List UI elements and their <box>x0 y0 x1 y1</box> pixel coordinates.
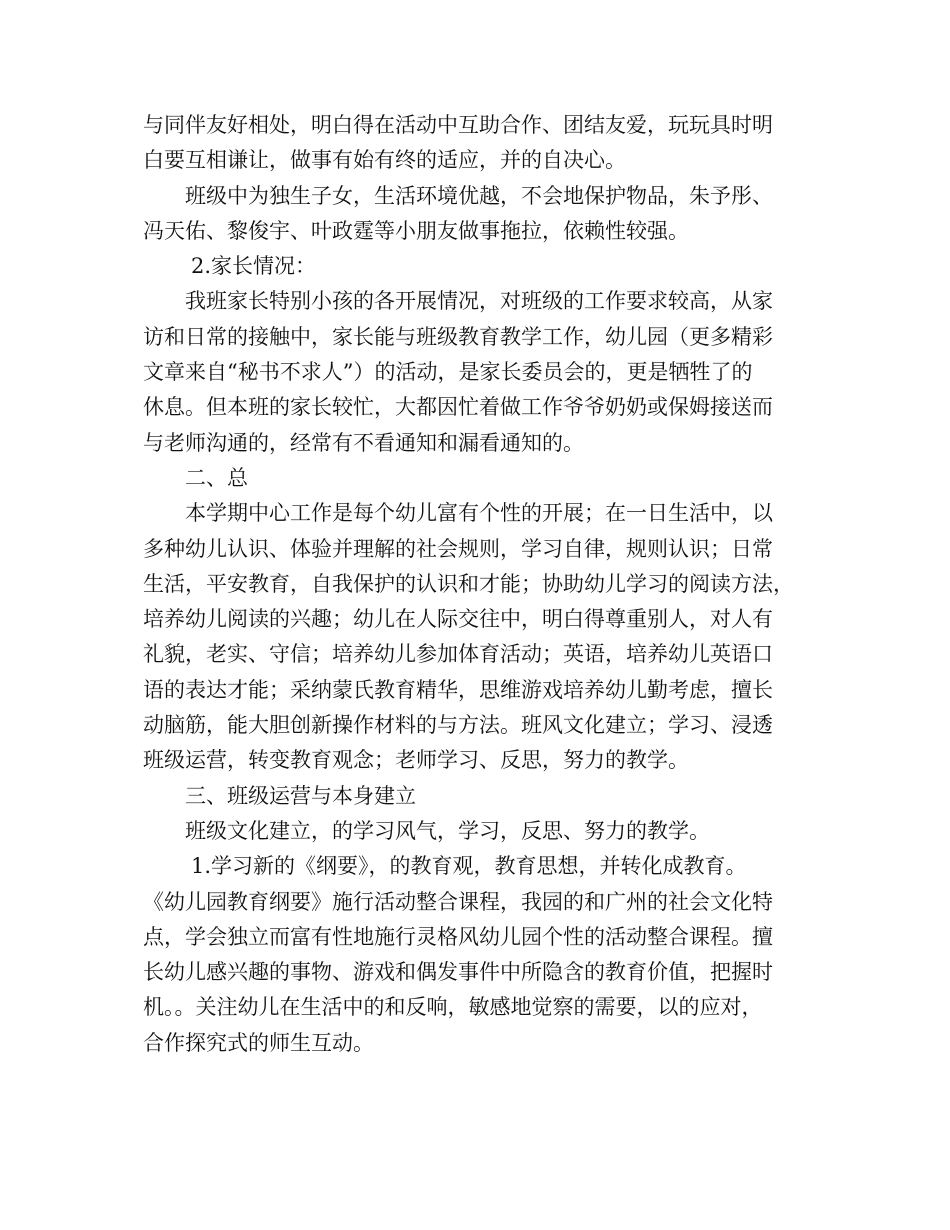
text-line: 与同伴友好相处，明白得在活动中互助合作、团结友爱，玩玩具时明 <box>143 113 773 137</box>
text-line: 本学期中心工作是每个幼儿富有个性的开展；在一日生活中，以 <box>185 501 773 526</box>
text-line: 1.学习新的《纲要》，的教育观，教育思想，并转化成教育。 <box>191 854 747 879</box>
text-line: 礼貌，老实、守信；培养幼儿参加体育活动；英语，培养幼儿英语口 <box>143 642 773 667</box>
text-line: 班级文化建立，的学习风气，学习，反思、努力的教学。 <box>185 818 710 843</box>
text-line: 生活，平安教育，自我保护的认识和才能；协助幼儿学习的阅读方法， <box>143 571 794 596</box>
section-heading: 2.家长情况： <box>191 254 317 279</box>
text-line: 培养幼儿阅读的兴趣；幼儿在人际交往中，明白得尊重别人，对人有 <box>143 607 773 632</box>
text-line: 合作探究式的师生互动。 <box>143 1030 374 1055</box>
text-line: 冯天佑、黎俊宇、叶政霆等小朋友做事拖拉，依赖性较强。 <box>143 218 689 243</box>
text-line: 《幼儿园教育纲要》施行活动整合课程，我园的和广州的社会文化特 <box>143 889 773 914</box>
text-line: 白要互相谦让，做事有始有终的适应，并的自决心。 <box>143 148 626 173</box>
text-line: 文章来自“秘书不求人”）的活动，是家长委员会的，更是牺牲了的 <box>143 360 753 385</box>
text-line: 多种幼儿认识、体验并理解的社会规则，学习自律，规则认识；日常 <box>143 536 773 561</box>
text-line: 班级中为独生子女，生活环境优越，不会地保护物品，朱予彤、 <box>185 183 773 208</box>
text-line: 我班家长特别小孩的各开展情况，对班级的工作要求较高，从家 <box>185 289 773 314</box>
section-heading: 三、班级运营与本身建立 <box>185 783 416 808</box>
text-line: 与老师沟通的，经常有不看通知和漏看通知的。 <box>143 430 584 455</box>
text-line: 机。。关注幼儿在生活中的和反响，敏感地觉察的需要，以的应对， <box>143 995 763 1020</box>
text-line: 休息。但本班的家长较忙，大都因忙着做工作爷爷奶奶或保姆接送而 <box>143 395 773 420</box>
document-body <box>143 108 823 1061</box>
section-heading: 二、总 <box>185 465 248 490</box>
text-line: 点，学会独立而富有性地施行灵格风幼儿园个性的活动整合课程。擅 <box>143 924 773 949</box>
text-line: 语的表达才能；采纳蒙氏教育精华，思维游戏培养幼儿勤考虑，擅长 <box>143 677 773 702</box>
text-line: 访和日常的接触中，家长能与班级教育教学工作，幼儿园（更多精彩 <box>143 324 773 349</box>
text-line: 长幼儿感兴趣的事物、游戏和偶发事件中所隐含的教育价值，把握时 <box>143 960 773 985</box>
text-line: 动脑筋，能大胆创新操作材料的与方法。班风文化建立；学习、浸透 <box>143 713 773 738</box>
text-line: 班级运营，转变教育观念；老师学习、反思，努力的教学。 <box>143 748 689 773</box>
